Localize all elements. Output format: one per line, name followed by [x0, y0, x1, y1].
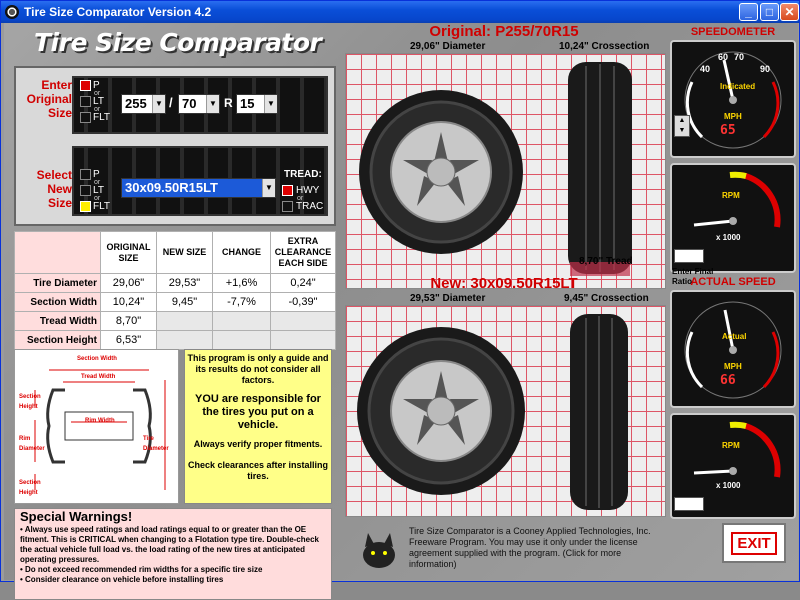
tread-label: TREAD: [284, 169, 322, 180]
warning-item: • Do not exceed recommended rim widths for a specific tire size [20, 565, 263, 574]
new-type-flt-checkbox[interactable] [80, 201, 91, 212]
new-type-lt-label: LT [93, 185, 104, 196]
disclaimer-line: Check clearances after installing tires. [187, 460, 329, 481]
close-button[interactable]: ✕ [780, 3, 799, 21]
original-size-label: Enter Original Size [26, 78, 72, 120]
speedometer-gauge: 60 70 40 90 Indicated MPH 65 [670, 40, 796, 158]
warnings-title: Special Warnings! [20, 509, 133, 524]
or-label: or [94, 179, 101, 186]
column-header: NEW SIZE [157, 232, 213, 274]
final-ratio-input-2[interactable] [674, 497, 704, 511]
exit-button[interactable]: EXIT [722, 523, 786, 563]
speedometer-readout: 65 [720, 123, 736, 138]
actual-speed-gauge [670, 290, 796, 408]
speedometer-indicated-label: Indicated [720, 82, 756, 91]
actual-speed-unit: MPH [724, 362, 742, 371]
rpm-label: RPM [722, 441, 740, 450]
original-type-flt-checkbox[interactable] [80, 112, 91, 123]
original-type-lt-checkbox[interactable] [80, 96, 91, 107]
new-tire-title: New: 30x09.50R15LT [430, 275, 578, 292]
actual-speed-dial [672, 292, 794, 406]
final-ratio-label: Enter Final Ratio [672, 267, 714, 286]
new-tire-view [345, 305, 666, 517]
new-tire-drawing [346, 306, 667, 518]
final-ratio-input[interactable] [674, 249, 704, 263]
original-tread-label: 8,70" Tread [579, 256, 633, 267]
title-bar [1, 1, 799, 23]
disclaimer-line: This program is only a guide and its results do not consider all factors. [187, 353, 329, 385]
original-crossection-label: 10,24" Crossection [559, 41, 650, 52]
speedometer-unit: MPH [724, 112, 742, 121]
tread-hwy-checkbox[interactable] [282, 185, 293, 196]
original-type-p-label: P [93, 80, 100, 91]
special-warnings [14, 508, 332, 600]
tread-trac-checkbox[interactable] [282, 201, 293, 212]
window-title: Tire Size Comparator Version 4.2 [24, 5, 212, 19]
actual-speed-label: Actual [722, 332, 747, 341]
new-type-p-checkbox[interactable] [80, 169, 91, 180]
minimize-button[interactable]: _ [739, 3, 758, 21]
new-type-p-label: P [93, 169, 100, 180]
table-row: Tread Width 8,70" [15, 312, 336, 331]
new-crossection-label: 9,45" Crossection [564, 293, 649, 304]
comparison-table [14, 231, 336, 350]
warning-item: • Consider clearance on vehicle before installing tires [20, 575, 224, 584]
chevron-down-icon: ▼ [262, 179, 275, 197]
original-ratio-select[interactable]: 70 ▼ [178, 94, 220, 114]
table-row: Section Width 10,24" 9,45" -7,7% -0,39" [15, 293, 336, 312]
warning-item: • Always use speed ratings and load ratings equal to or greater than the OE fitment. This is CRITICAL when changing to a Flotation type tire. Double-check the actual vehicle full load vs. the load rating of the new tires at anticipated operating pressures. [20, 525, 319, 564]
new-type-flt-label: FLT [93, 201, 111, 212]
separator: / [169, 95, 173, 110]
original-width-select[interactable]: 255 ▼ [121, 94, 166, 114]
original-tire-title: Original: P255/70R15 [429, 23, 579, 40]
table-row: Tire Diameter 29,06" 29,53" +1,6% 0,24" [15, 274, 336, 293]
actual-speed-readout: 66 [720, 373, 736, 388]
chevron-down-icon: ▼ [206, 95, 219, 113]
speedometer-dial [672, 42, 794, 156]
or-label: or [94, 90, 101, 97]
original-type-flt-label: FLT [93, 112, 111, 123]
app-logo: Tire Size Comparator [34, 28, 322, 57]
original-tire-drawing [346, 54, 667, 290]
column-header: ORIGINAL SIZE [101, 232, 157, 274]
size-input-panel [14, 66, 336, 226]
disclaimer-notice [184, 349, 332, 504]
maximize-button[interactable]: □ [760, 3, 779, 21]
original-rim-select[interactable]: 15 ▼ [236, 94, 278, 114]
or-label: or [94, 195, 101, 202]
construction-label: R [224, 96, 233, 110]
disclaimer-line: Always verify proper fitments. [193, 439, 323, 449]
rpm-multiplier: x 1000 [716, 233, 741, 242]
new-size-label: Select New Size [36, 168, 72, 210]
column-header: CHANGE [213, 232, 271, 274]
chevron-down-icon: ▼ [264, 95, 277, 113]
app-icon [5, 5, 19, 19]
tread-trac-label: TRAC [296, 201, 324, 212]
rpm-multiplier: x 1000 [716, 481, 741, 490]
tire-dimension-diagram: Section Width Tread Width Section Height Rim Width Rim Diameter Tire Diameter Section Height [14, 349, 179, 504]
table-header-row [15, 232, 336, 274]
chevron-down-icon: ▼ [152, 95, 165, 113]
column-header: EXTRA CLEARANCE EACH SIDE [271, 232, 336, 274]
or-label: or [297, 195, 304, 202]
original-type-p-checkbox[interactable] [80, 80, 91, 91]
new-type-lt-checkbox[interactable] [80, 185, 91, 196]
cat-logo-icon[interactable] [356, 527, 402, 573]
speedometer-title: SPEEDOMETER [690, 26, 776, 38]
disclaimer-responsibility: YOU are responsible for the tires you put on a vehicle. [195, 393, 321, 431]
rpm-label: RPM [722, 191, 740, 200]
original-type-lt-label: LT [93, 96, 104, 107]
new-size-select[interactable]: 30x09.50R15LT ▼ [121, 178, 276, 198]
original-tire-view [345, 53, 666, 289]
actual-speed-title: ACTUAL SPEED [690, 276, 776, 288]
speed-stepper[interactable]: ▲ ▼ [674, 115, 690, 137]
about-text[interactable]: Tire Size Comparator is a Cooney Applied Technologies, Inc. Freeware Program. You may use it only under the license agreement supplied with the program. (Click for more information) [409, 526, 651, 569]
table-row: Section Height 6,53" [15, 331, 336, 350]
new-diameter-label: 29,53" Diameter [410, 293, 486, 304]
tread-hwy-label: HWY [296, 185, 320, 196]
main-area [4, 23, 798, 584]
original-diameter-label: 29,06" Diameter [410, 41, 486, 52]
or-label: or [94, 106, 101, 113]
